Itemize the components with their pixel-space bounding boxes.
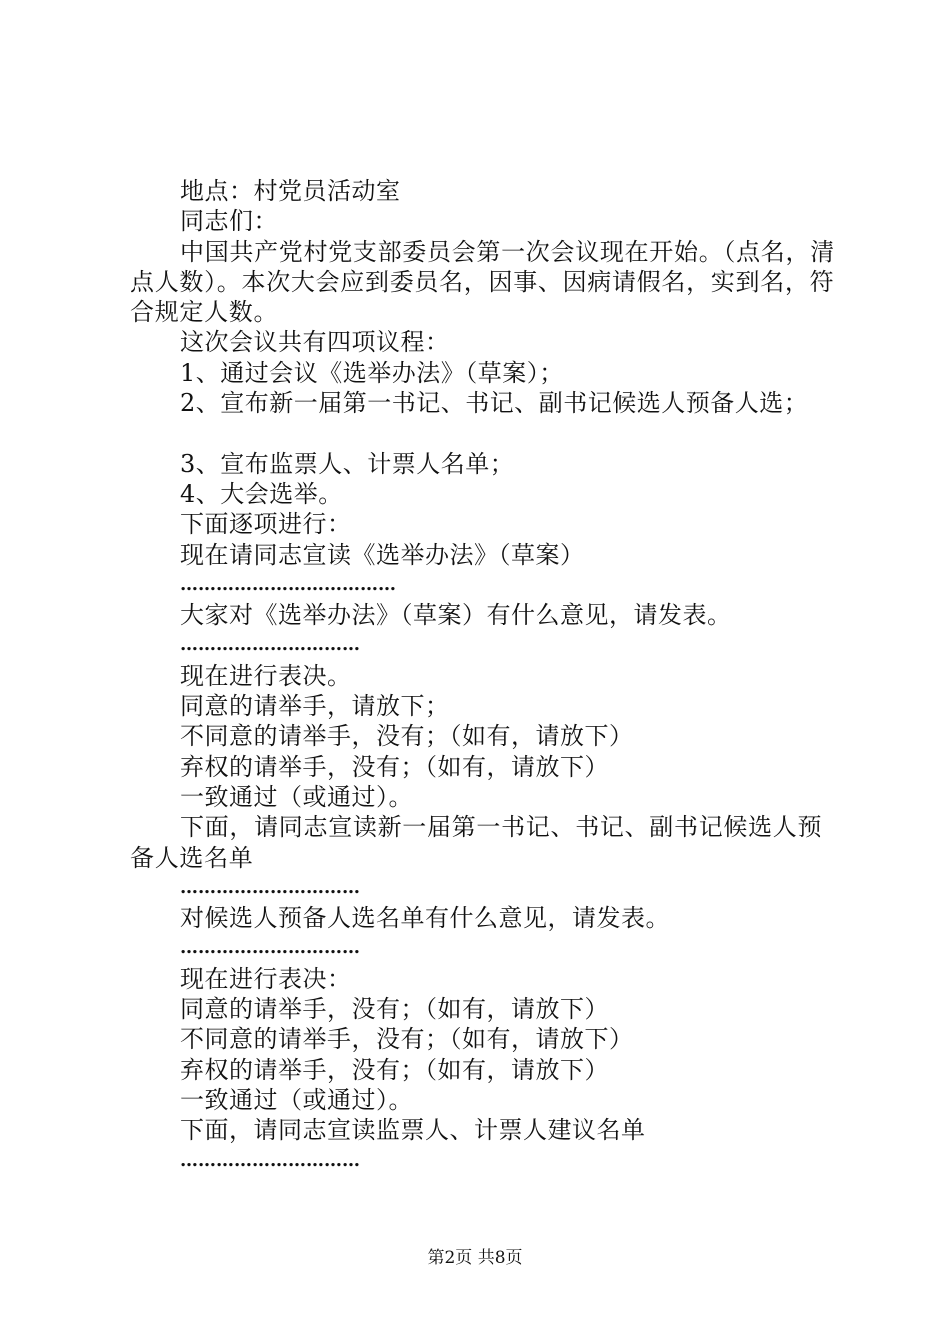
ellipsis-line: ………………………… <box>180 876 360 898</box>
paragraph-vote-disagree-2: 不同意的请举手，没有；（如有，请放下） <box>180 1025 634 1054</box>
paragraph-read-candidates: 下面，请同志宣读新一届第一书记、书记、副书记候选人预备人选名单 <box>130 813 823 872</box>
paragraph-vote-abstain-2: 弃权的请举手，没有；（如有，请放下） <box>180 1055 609 1084</box>
ellipsis-line: ………………………… <box>180 1149 360 1171</box>
paragraph-agenda-item-3: 3、宣布监票人、计票人名单； <box>180 449 515 478</box>
paragraph-vote-agree: 同意的请举手，请放下； <box>180 692 450 721</box>
paragraph-salutation: 同志们： <box>180 207 278 236</box>
paragraph-vote-disagree: 不同意的请举手，没有；（如有，请放下） <box>180 722 634 751</box>
paragraph-read-rules: 现在请同志宣读《选举办法》（草案） <box>180 540 585 569</box>
paragraph-proceed: 下面逐项进行： <box>180 510 352 539</box>
paragraph-candidates-opinions: 对候选人预备人选名单有什么意见，请发表。 <box>180 904 670 933</box>
paragraph-rules-opinions: 大家对《选举办法》（草案）有什么意见，请发表。 <box>180 601 732 630</box>
paragraph-vote-result: 一致通过（或通过）。 <box>180 782 413 811</box>
paragraph-vote-start-2: 现在进行表决： <box>180 964 352 993</box>
paragraph-vote-start: 现在进行表决。 <box>180 661 352 690</box>
page-number-footer: 第2页 共8页 <box>427 1248 523 1268</box>
ellipsis-line: ………………………… <box>180 634 360 656</box>
paragraph-vote-result-2: 一致通过（或通过）。 <box>180 1085 413 1114</box>
paragraph-agenda-item-2: 2、宣布新一届第一书记、书记、副书记候选人预备人选； <box>180 389 809 418</box>
ellipsis-line: ……………………………… <box>180 573 396 595</box>
document-body <box>130 176 840 1176</box>
ellipsis-line: ………………………… <box>180 937 360 959</box>
paragraph-read-scrutineers: 下面，请同志宣读监票人、计票人建议名单 <box>180 1116 646 1145</box>
paragraph-location: 地点：村党员活动室 <box>180 177 401 205</box>
paragraph-vote-abstain: 弃权的请举手，没有；（如有，请放下） <box>180 752 609 781</box>
paragraph-agenda-intro: 这次会议共有四项议程： <box>180 328 450 357</box>
paragraph-vote-agree-2: 同意的请举手，没有；（如有，请放下） <box>180 995 609 1024</box>
paragraph-agenda-item-4: 4、大会选举。 <box>180 479 343 508</box>
paragraph-agenda-item-1: 1、通过会议《选举办法》（草案）； <box>180 358 564 387</box>
paragraph-opening: 中国共产党村党支部委员会第一次会议现在开始。（点名，清点人数）。本次大会应到委员名，因事、因病请假名，实到名，符合规定人数。 <box>130 237 835 327</box>
blank-line <box>130 418 840 448</box>
